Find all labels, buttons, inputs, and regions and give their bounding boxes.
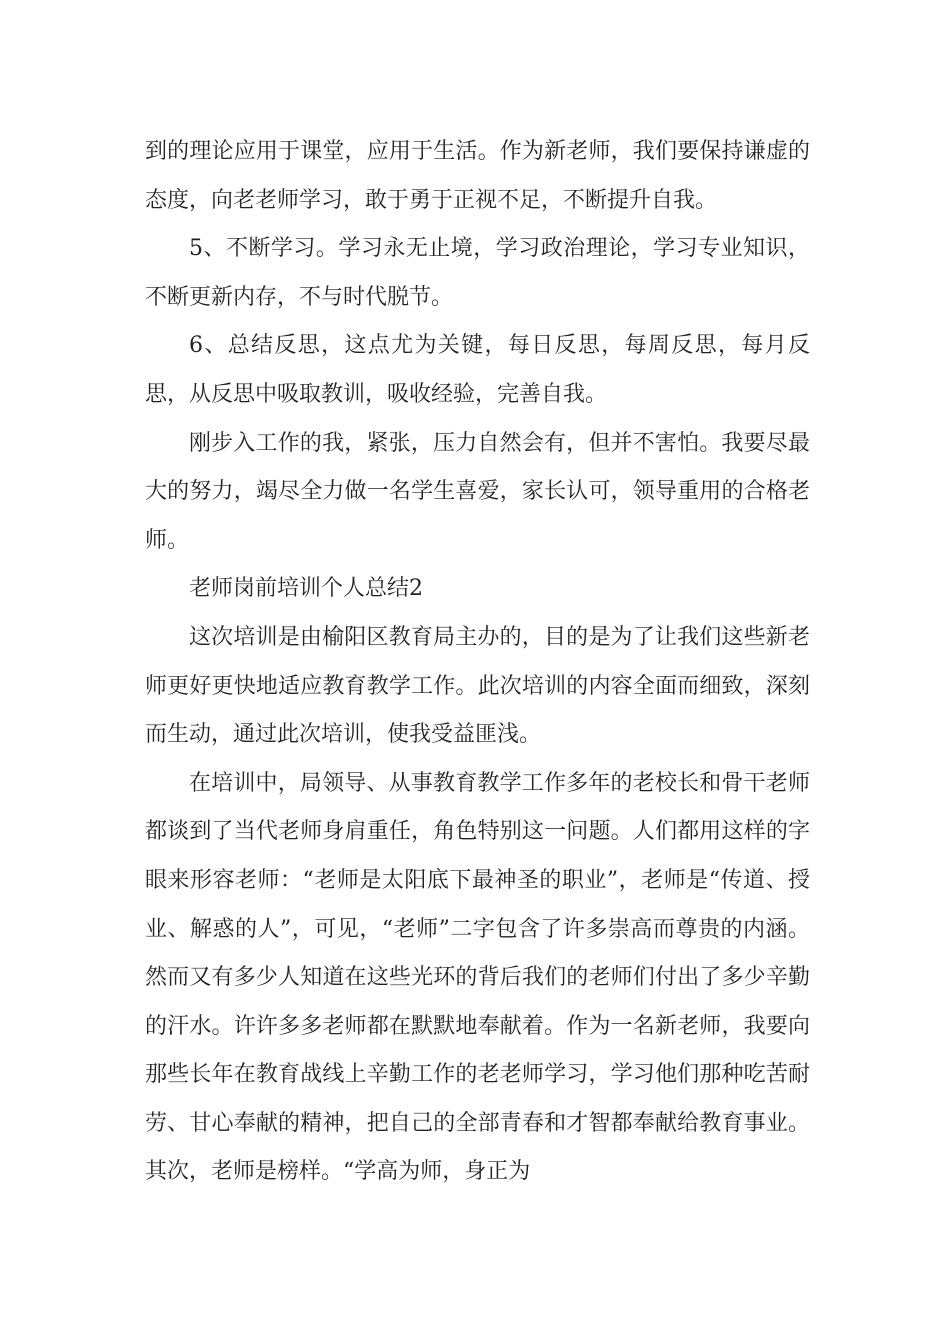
document-body — [145, 128, 810, 1197]
paragraph-item-6: 6、总结反思，这点尤为关键，每日反思，每周反思，每月反思，从反思中吸取教训，吸收经验，完善自我。 — [145, 333, 810, 407]
paragraph-item-5: 5、不断学习。学习永无止境，学习政治理论，学习专业知识，不断更新内存，不与时代脱节。 — [145, 236, 810, 310]
paragraph-closing: 刚步入工作的我，紧张，压力自然会有，但并不害怕。我要尽最大的努力，竭尽全力做一名学生喜爱，家长认可，领导重用的合格老师。 — [145, 430, 810, 553]
paragraph-training: 在培训中，局领导、从事教育教学工作多年的老校长和骨干老师都谈到了当代老师身肩重任，角色特别这一问题。人们都用这样的字眼来形容老师：“老师是太阳底下最神圣的职业”，老师是“传道、授业、解惑的人”，可见，“老师”二字包含了许多崇高而尊贵的内涵。然而又有多少人知道在这些光环的背后我们的老师们付出了多少辛勤的汗水。许许多多老师都在默默地奉献着。作为一名新老师，我要向那些长年在教育战线上辛勤工作的老老师学习，学习他们那种吃苦耐劳、甘心奉献的精神，把自己的全部青春和才智都奉献给教育事业。其次，老师是榜样。“学高为师，身正为 — [145, 770, 810, 1185]
section-title: 老师岗前培训个人总结2 — [189, 576, 423, 602]
paragraph-intro: 这次培训是由榆阳区教育局主办的，目的是为了让我们这些新老师更好更快地适应教育教学工作。此次培训的内容全面而细致，深刻而生动，通过此次培训，使我受益匪浅。 — [145, 624, 810, 748]
paragraph-continuation: 到的理论应用于课堂，应用于生活。作为新老师，我们要保持谦虚的态度，向老老师学习，敢于勇于正视不足，不断提升自我。 — [145, 139, 810, 213]
